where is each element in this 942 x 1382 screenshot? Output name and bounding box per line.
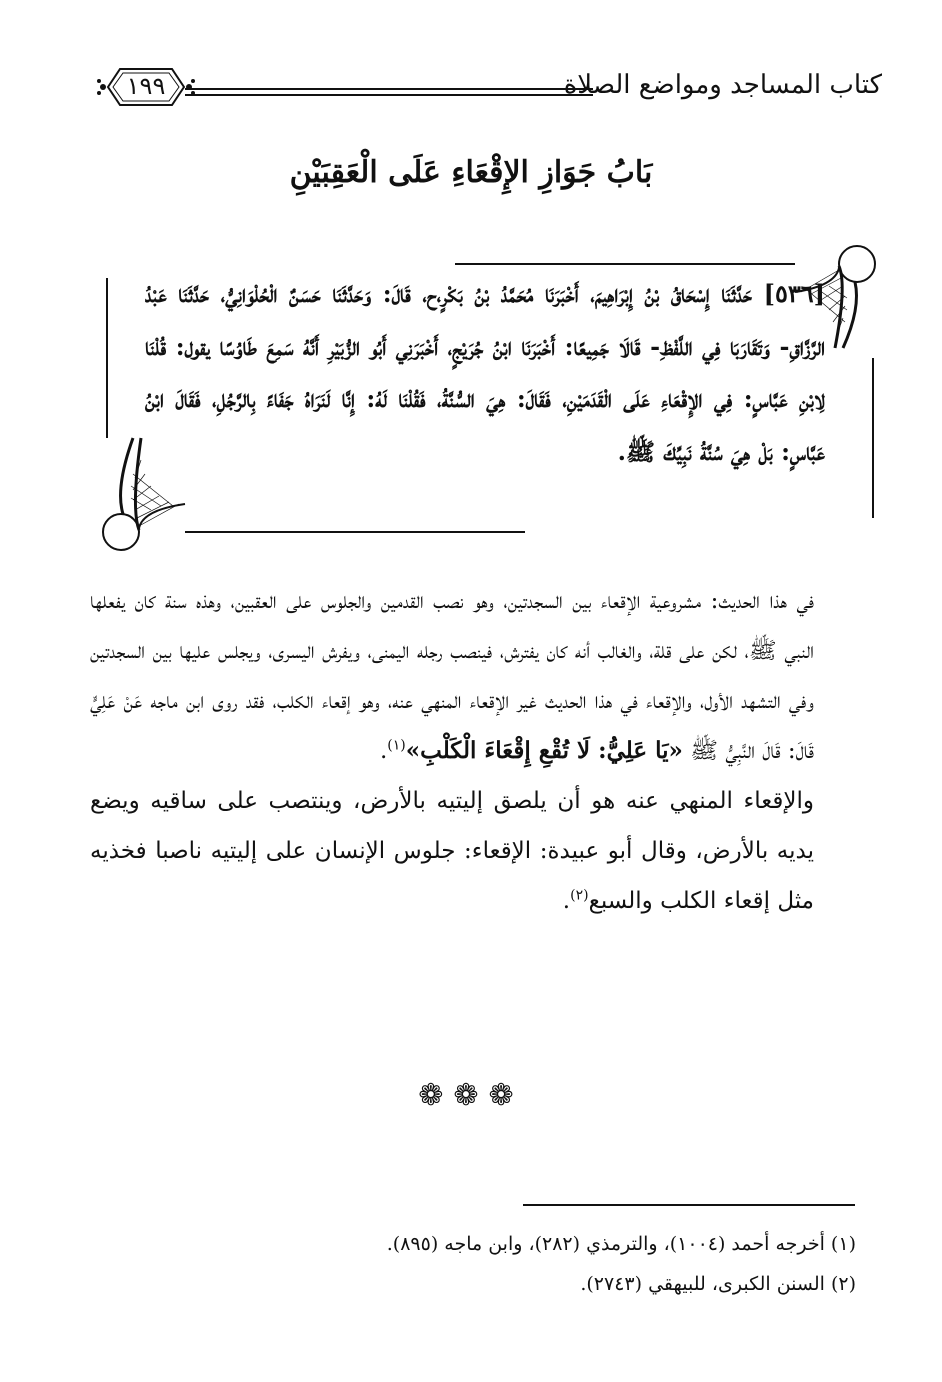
hadith-text: [٥٣٦] حَدَّثَنَا إِسْحَاقُ بْنُ إِبْرَاهِيمَ، أَخْبَرَنَا مُحَمَّدُ بْنُ بَكْرٍ،ح، قَالَ: وَحَدَّثَنَا حَسَنٌ الْحُلْوَانِيُّ، حَدَّثَنَا عَبْدُ الرَّزَّاقِ- وَتَقَارَبَا فِي اللَّفْظِ- قَالَا جَمِيعًا: أَخْبَرَنَا ابْنُ جُرَيْجٍ، أَخْبَرَنِي أَبُو الزُّبَيْرِ أَنَّهُ سَمِعَ طَاوُسًا يقول: قُلْنَا لِابْنِ عَبَّاسٍ: فِي الإِقْعَاءِ عَلَى الْقَدَمَيْنِ، فَقَالَ: هِيَ السُّنَّةُ، فَقُلْنَا لَهُ: إِنَّا لَنَرَاهُ جَفَاءً بِالرَّجُلِ، فَقَالَ ابْنُ عَبَّاسٍ: بَلْ هِيَ سُنَّةُ نَبِيِّكَ ﷺ. (145, 279, 825, 466)
hadith-text-block (145, 268, 825, 478)
punctuation: . (379, 738, 388, 764)
header-rule (185, 88, 593, 90)
commentary-block (90, 576, 860, 926)
commentary-text: والإقعاء المنهي عنه هو أن يلصق إليتيه بالأرض، وينتصب على ساقيه ويضع يديه بالأرض، وقال أبو عبيدة: الإقعاء: جلوس الإنسان على إليتيه ناصبا فخذيه مثل إقعاء الكلب والسبع (90, 788, 814, 914)
commentary-paragraph-1 (90, 576, 860, 776)
punctuation: . (562, 888, 571, 914)
running-header-title: كتاب المساجد ومواضع الصلاة (563, 70, 882, 100)
footnotes (200, 1224, 856, 1304)
footnote-marker-1[interactable]: (١) (387, 737, 406, 754)
footnote-marker-2[interactable]: (٢) (570, 887, 589, 904)
footnote-1: (١) أخرجه أحمد (١٠٠٤)، والترمذي (٢٨٢)، وابن ماجه (٨٩٥). (386, 1233, 856, 1255)
chapter-title: بَابُ جَوَازِ الإِقْعَاءِ عَلَى الْعَقِبَيْنِ (289, 155, 653, 190)
page-number: ١٩٩ (126, 72, 166, 100)
commentary-text: في هذا الحديث: مشروعية الإقعاء بين السجدتين، وهو نصب القدمين والجلوس على العقبين، وهذه سنة كان يفعلها النبي ﷺ، لكن على قلة، والغالب أنه كان يفترش، فينصب رجله اليمنى، ويفرش اليسرى، ويجلس عليها بين السجدتين وفي التشهد الأول، والإقعاء في هذا الحديث غير الإقعاء المنهي عنه، وهو إقعاء الكلب، فقد روى ابن ماجه عَنْ عَلِيٍّ قَالَ: قَالَ النَّبِيُّ ﷺ (90, 588, 814, 764)
hadith-quote: «يَا عَلِيُّ: لَا تُقْعِ إِقْعَاءَ الْكَلْبِ» (405, 737, 683, 764)
header-rule (185, 94, 593, 96)
footnote-rule (523, 1204, 855, 1206)
footnote-2: (٢) السنن الكبرى، للبيهقي (٢٧٤٣). (580, 1273, 856, 1295)
commentary-paragraph-2 (90, 776, 860, 926)
section-separator: ❁❁❁ (418, 1078, 524, 1113)
